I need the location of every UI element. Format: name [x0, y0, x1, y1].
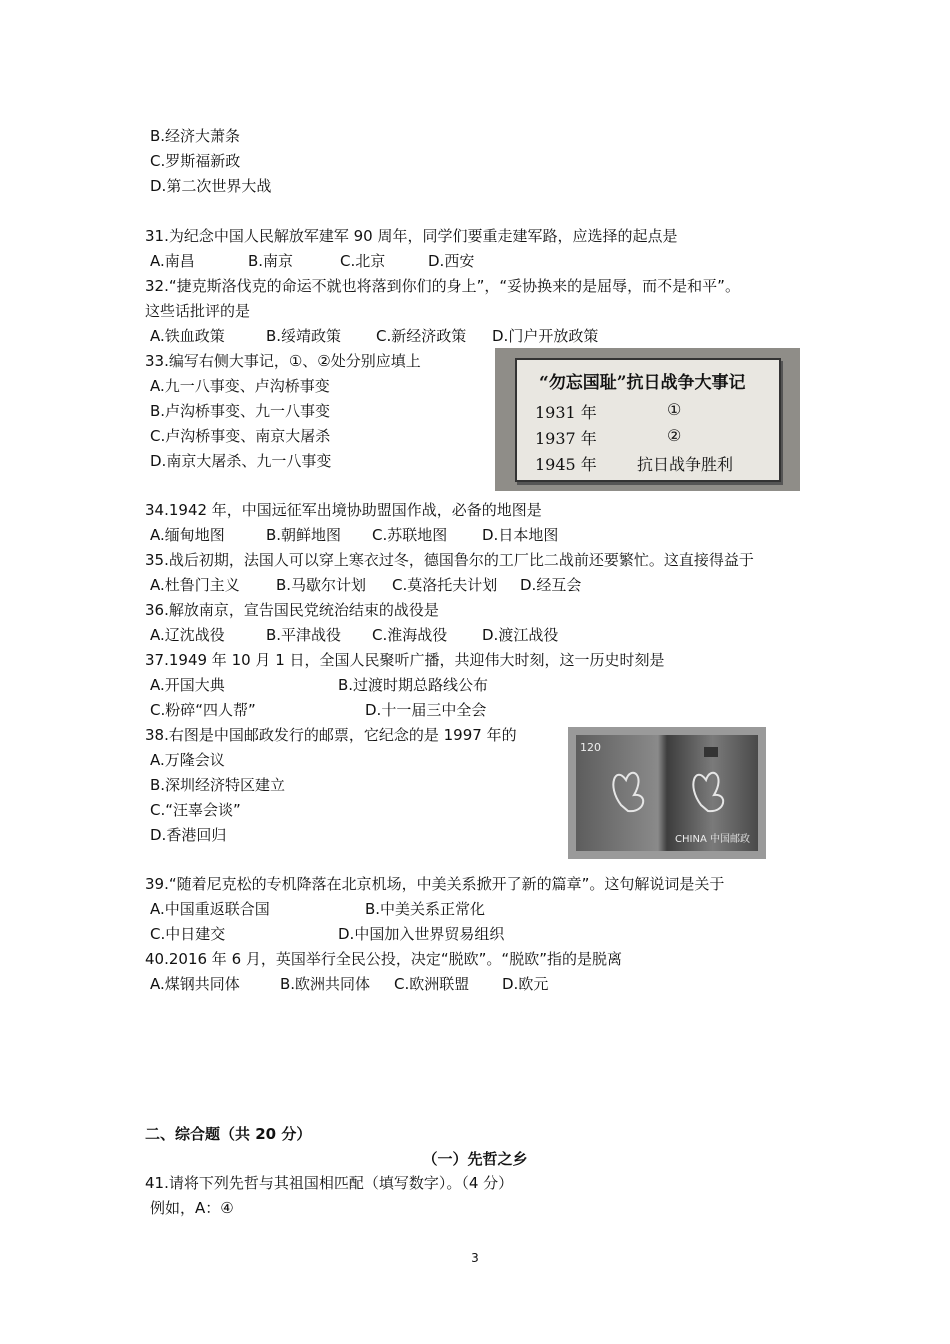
q32-option-b: B.绥靖政策: [266, 327, 342, 345]
q36-option-c: C.淮海战役: [372, 626, 448, 644]
q33-option-b: B.卢沟桥事变、九一八事变: [150, 402, 331, 420]
q35-option-c: C.莫洛托夫计划: [392, 576, 498, 594]
q30-option-c: C.罗斯福新政: [150, 152, 241, 170]
note-event-3: 抗日战争胜利: [637, 455, 734, 474]
q40-option-c: C.欧洲联盟: [394, 975, 470, 993]
q40-stem: 40.2016 年 6 月，英国举行全民公投，决定“脱欧”。“脱欧”指的是脱离: [145, 950, 622, 968]
q39-option-d: D.中国加入世界贸易组织: [338, 925, 505, 943]
note-title: “勿忘国耻”抗日战争大事记: [539, 373, 746, 393]
q32-option-c: C.新经济政策: [376, 327, 467, 345]
q37-option-c: C.粉碎“四人帮”: [150, 701, 256, 719]
q38-option-b: B.深圳经济特区建立: [150, 776, 286, 794]
stamp-picture: [576, 735, 758, 851]
q31-option-d: D.西安: [428, 252, 475, 270]
q30-option-b: B.经济大萧条: [150, 127, 241, 145]
note-event-1: ①: [667, 400, 682, 419]
hong-kong-stamp-image: [568, 727, 766, 859]
stamp-value: 120: [580, 741, 601, 754]
q35-stem: 35.战后初期，法国人可以穿上寒衣过冬，德国鲁尔的工厂比二战前还要繁忙。这直接得益于: [145, 551, 754, 569]
q35-option-b: B.马歇尔计划: [276, 576, 367, 594]
q34-option-b: B.朝鲜地图: [266, 526, 342, 544]
q35-option-d: D.经互会: [520, 576, 582, 594]
q33-option-c: C.卢沟桥事变、南京大屠杀: [150, 427, 331, 445]
q37-stem: 37.1949 年 10 月 1 日，全国人民聚听广播，共迎伟大时刻，这一历史时刻是: [145, 651, 665, 669]
stamp-label: CHINA 中国邮政: [675, 834, 750, 845]
chronicle-note-image: [495, 348, 800, 491]
note-year-1937: 1937 年: [535, 429, 597, 448]
q31-option-b: B.南京: [248, 252, 294, 270]
q33-option-a: A.九一八事变、卢沟桥事变: [150, 377, 330, 395]
q32-stem-line2: 这些话批评的是: [145, 302, 251, 320]
note-year-1931: 1931 年: [535, 403, 597, 422]
q33-stem: 33.编写右侧大事记，①、②处分别应填上: [145, 352, 421, 370]
q37-option-b: B.过渡时期总路线公布: [338, 676, 489, 694]
section2-title: 二、综合题（共 20 分）: [145, 1125, 312, 1143]
q40-option-a: A.煤钢共同体: [150, 975, 240, 993]
q32-option-a: A.铁血政策: [150, 327, 225, 345]
q36-option-d: D.渡江战役: [482, 626, 559, 644]
q37-option-a: A.开国大典: [150, 676, 225, 694]
q38-option-c: C.“汪辜会谈”: [150, 801, 241, 819]
q39-option-c: C.中日建交: [150, 925, 226, 943]
q31-option-a: A.南昌: [150, 252, 195, 270]
q39-option-b: B.中美关系正常化: [365, 900, 486, 918]
q41-stem: 41.请将下列先哲与其祖国相匹配（填写数字）。（4 分）: [145, 1174, 514, 1192]
q37-option-d: D.十一届三中全会: [365, 701, 487, 719]
q35-option-a: A.杜鲁门主义: [150, 576, 240, 594]
q31-stem: 31.为纪念中国人民解放军建军 90 周年，同学们要重走建军路，应选择的起点是: [145, 227, 678, 245]
q34-stem: 34.1942 年，中国远征军出境协助盟国作战，必备的地图是: [145, 501, 542, 519]
q36-option-a: A.辽沈战役: [150, 626, 225, 644]
note-paper: [515, 358, 781, 482]
q39-stem: 39.“随着尼克松的专机降落在北京机场，中美关系掀开了新的篇章”。这句解说词是关于: [145, 875, 725, 893]
note-event-2: ②: [667, 426, 682, 445]
q41-example: 例如，A：④: [150, 1199, 234, 1217]
q33-option-d: D.南京大屠杀、九一八事变: [150, 452, 332, 470]
note-year-1945: 1945 年: [535, 455, 597, 474]
q31-option-c: C.北京: [340, 252, 386, 270]
page-number: 3: [471, 1251, 479, 1265]
q40-option-b: B.欧洲共同体: [280, 975, 371, 993]
section2-subtitle: （一）先哲之乡: [422, 1150, 528, 1168]
q30-option-d: D.第二次世界大战: [150, 177, 272, 195]
q40-option-d: D.欧元: [502, 975, 549, 993]
q38-option-a: A.万隆会议: [150, 751, 225, 769]
q36-option-b: B.平津战役: [266, 626, 342, 644]
q32-stem: 32.“捷克斯洛伐克的命运不就也将落到你们的身上”，“妥协换来的是屈辱，而不是和平”。: [145, 277, 740, 295]
q34-option-a: A.缅甸地图: [150, 526, 225, 544]
q34-option-c: C.苏联地图: [372, 526, 448, 544]
q39-option-a: A.中国重返联合国: [150, 900, 270, 918]
q38-option-d: D.香港回归: [150, 826, 227, 844]
q32-option-d: D.门户开放政策: [492, 327, 599, 345]
q36-stem: 36.解放南京，宣告国民党统治结束的战役是: [145, 601, 439, 619]
q34-option-d: D.日本地图: [482, 526, 559, 544]
q38-stem: 38.右图是中国邮政发行的邮票，它纪念的是 1997 年的: [145, 726, 517, 744]
